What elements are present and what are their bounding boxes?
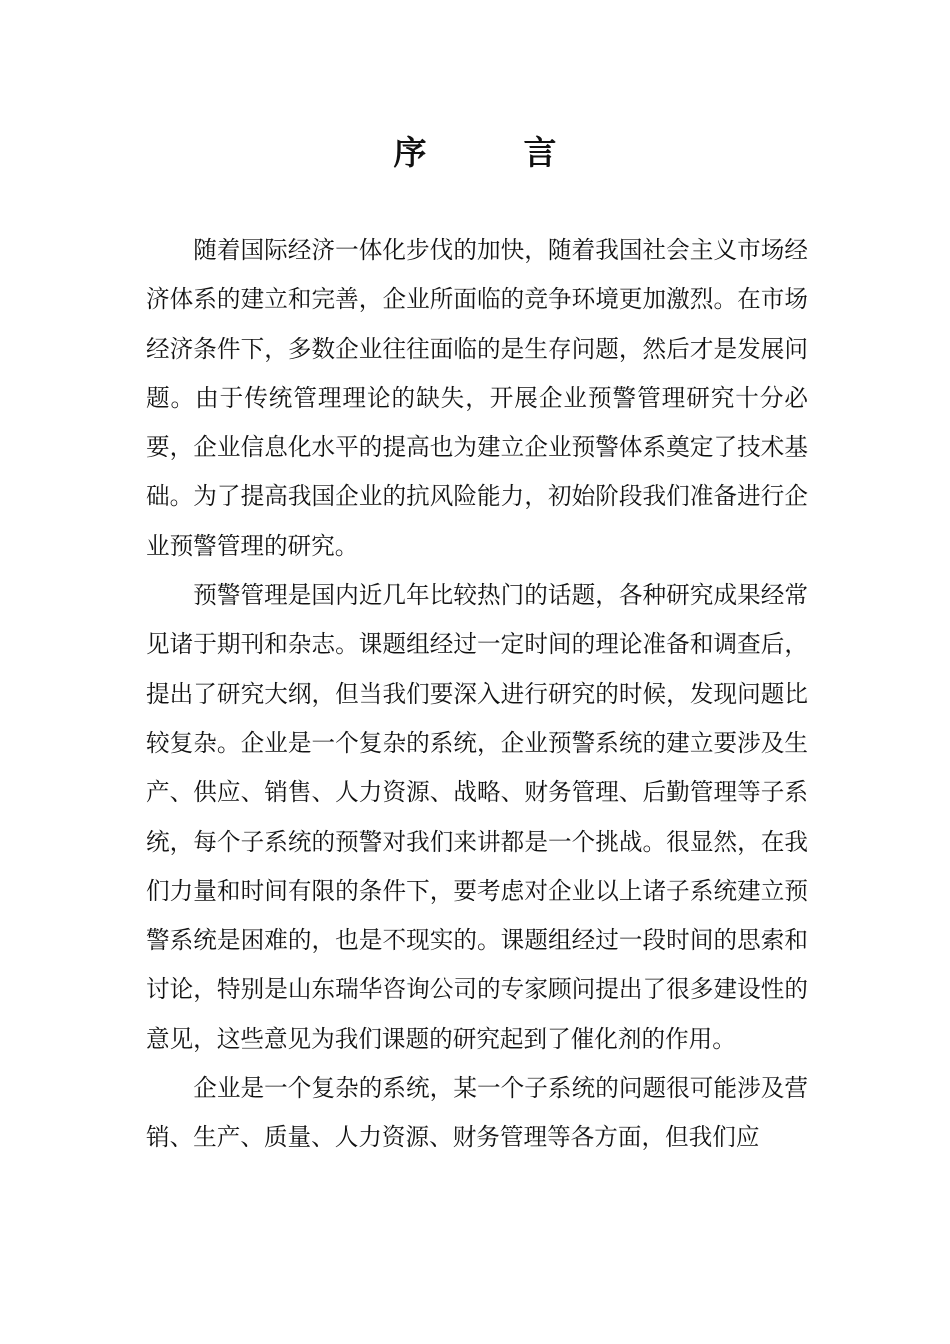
paragraph-3: 企业是一个复杂的系统，某一个子系统的问题很可能涉及营销、生产、质量、人力资源、财务管理等各方面，但我们应 xyxy=(146,1074,808,1152)
paragraph-2: 预警管理是国内近几年比较热门的话题，各种研究成果经常见诸于期刊和杂志。课题组经过一定时间的理论准备和调查后，提出了研究大纲，但当我们要深入进行研究的时候，发现问题比较复杂。企业是一个复杂的系统，企业预警系统的建立要涉及生产、供应、销售、人力资源、战略、财务管理、后勤管理等子系统，每个子系统的预警对我们来讲都是一个挑战。很显然，在我们力量和时间有限的条件下，要考虑对企业以上诸子系统建立预警系统是困难的，也是不现实的。课题组经过一段时间的思索和讨论，特别是山东瑞华咨询公司的专家顾问提出了很多建设性的意见，这些意见为我们课题的研究起到了催化剂的作用。 xyxy=(146,581,808,1053)
body-text xyxy=(146,226,808,1163)
page-title: 序 言 xyxy=(393,133,589,172)
paragraph-1: 随着国际经济一体化步伐的加快，随着我国社会主义市场经济体系的建立和完善，企业所面临的竞争环境更加激烈。在市场经济条件下，多数企业往往面临的是生存问题，然后才是发展问题。由于传统管理理论的缺失，开展企业预警管理研究十分必要，企业信息化水平的提高也为建立企业预警体系奠定了技术基础。为了提高我国企业的抗风险能力，初始阶段我们准备进行企业预警管理的研究。 xyxy=(146,236,808,560)
